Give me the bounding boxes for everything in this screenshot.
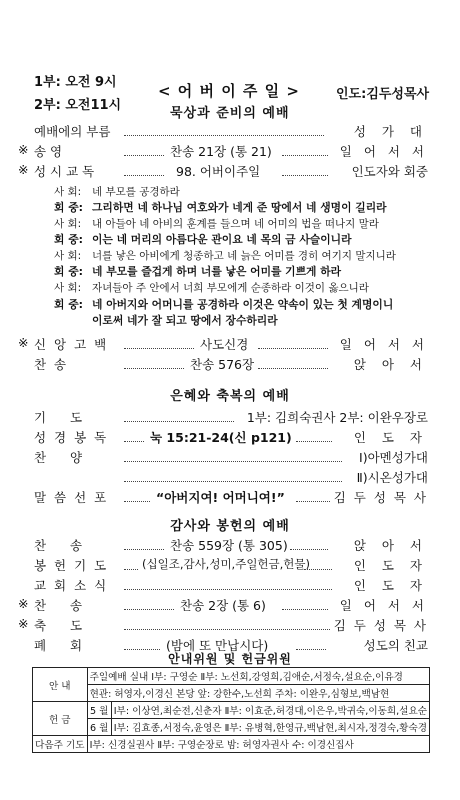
order-performer: 성 가 대 [353, 124, 428, 139]
guide-label: 안 내 [33, 668, 88, 702]
service-time-1: 1부: 오전 9시 [34, 75, 117, 90]
offering-line: Ⅰ부: 김효종,서정숙,윤영은 Ⅱ부: 유병혁,한영규,백남현,최시자,정경숙,황숙경 [111, 719, 429, 736]
order-performer: 일 어 서 서 [339, 598, 428, 613]
table-row [33, 702, 430, 719]
order-label: 예배에의 부름 [34, 124, 111, 139]
order-performer: 앉 아 서 [353, 357, 428, 372]
order-performer: 일 어 서 서 [339, 144, 428, 159]
order-row-offering-prayer [0, 556, 460, 576]
responsive-line: 사 회: 자녀들아 주 안에서 너희 부모에게 순종하라 이것이 옳으니라 [54, 282, 369, 294]
order-label: 찬 송 [34, 538, 93, 553]
order-label: 기 도 [34, 410, 93, 425]
dotted-leader [282, 155, 328, 156]
order-performer: Ⅰ)아멘성가대 [359, 450, 428, 465]
order-row-anthem [0, 448, 460, 468]
order-performer: 성도의 친교 [363, 638, 428, 653]
order-performer: 인 도 자 [353, 578, 428, 593]
dotted-leader [296, 441, 332, 442]
helpers-title: 안내위원 및 헌금위원 [168, 652, 292, 666]
order-label: 성 경 봉 독 [34, 430, 109, 445]
order-row-scripture [0, 428, 460, 448]
order-row-hymn-3 [0, 596, 460, 616]
dotted-leader [124, 609, 174, 610]
dotted-leader [124, 501, 150, 502]
responsive-line: 회 중: 이는 네 머리의 아름다운 관이요 네 목의 금 사슬이니라 [54, 233, 352, 246]
order-label: 송 영 [34, 144, 63, 159]
order-label: 성 시 교 독 [34, 164, 95, 179]
order-detail: 찬송 559장 (통 305) [170, 538, 288, 553]
order-performer: 앉 아 서 [353, 538, 428, 553]
table-row [33, 719, 430, 736]
table-row [33, 736, 430, 753]
service-time-2: 2부: 오전11시 [34, 98, 122, 113]
standing-mark: ※ [18, 616, 29, 631]
dotted-leader [124, 348, 194, 349]
dotted-leader [124, 368, 184, 369]
next-prayer-line: Ⅰ부: 신경실권사 Ⅱ부: 구영순장로 밤: 허영자권사 수: 이경신집사 [87, 736, 429, 753]
order-detail: (밤에 또 만납시다) [166, 638, 269, 653]
dotted-leader [124, 135, 324, 136]
order-row-hymn-2 [0, 536, 460, 556]
guide-line: 현관: 허영자,이경신 본당 앞: 강한수,노선희 주차: 이완우,심형보,백남현 [87, 685, 429, 702]
responsive-line: 회 중: 네 부모를 즐겁게 하며 너를 낳은 어미를 기쁘게 하라 [54, 265, 342, 278]
responsive-line: 사 회: 내 아들아 네 아비의 훈계를 들으며 네 어미의 법을 떠나지 말라 [54, 218, 379, 230]
offering-label: 헌 금 [33, 702, 88, 736]
guide-line: 주일예배 실내 Ⅰ부: 구영순 Ⅱ부: 노선회,강영희,김애순,서정숙,설요순,이유경 [87, 668, 429, 685]
dotted-leader [124, 549, 164, 550]
standing-mark: ※ [18, 142, 29, 157]
responsive-line: 사 회: 네 부모를 공경하라 [54, 186, 180, 198]
order-performer: 인도자와 회중 [351, 164, 428, 179]
month-label: 6 월 [87, 719, 111, 736]
table-row [33, 668, 430, 685]
month-label: 5 월 [87, 702, 111, 719]
sermon-title: “아버지여! 어머니여!” [156, 490, 285, 505]
order-detail: 1부: 김희숙권사 2부: 이완우장로 [246, 410, 428, 425]
order-detail: 98. 어버이주일 [176, 164, 261, 179]
dotted-leader [124, 421, 234, 422]
order-label: 말 씀 선 포 [34, 490, 109, 505]
dotted-leader [124, 629, 330, 630]
order-label: 신 앙 고 백 [34, 337, 109, 352]
order-performer: 일 어 서 서 [339, 337, 428, 352]
responsive-line: 사 회: 너를 낳은 아비에게 청종하고 네 늙은 어미를 경히 여기지 말지니라 [54, 250, 396, 262]
order-label: 찬 양 [34, 450, 93, 465]
dotted-leader [124, 175, 164, 176]
order-performer: 인 도 자 [353, 430, 428, 445]
dotted-leader [124, 569, 138, 570]
standing-mark: ※ [18, 162, 29, 177]
order-label: 찬 송 [34, 357, 69, 372]
order-detail: 눅 15:21-24(신 p121) [150, 430, 292, 445]
dotted-leader [304, 569, 332, 570]
section-title-preparation: 묵상과 준비의 예배 [170, 106, 290, 121]
dotted-leader [124, 441, 144, 442]
dotted-leader [258, 368, 328, 369]
page-title: < 어 버 이 주 일 > [158, 82, 300, 100]
order-label: 찬 송 [34, 598, 93, 613]
order-row-announcements [0, 576, 460, 596]
helpers-table [32, 667, 430, 753]
offering-line: Ⅰ부: 이상연,최순전,신춘자 Ⅱ부: 이효준,허경대,이은우,박귀숙,이동희,설요순 [111, 702, 429, 719]
order-label: 축 도 [34, 618, 93, 633]
order-performer: 김 두 성 목 사 [333, 490, 428, 505]
table-row [33, 685, 430, 702]
dotted-leader [258, 348, 328, 349]
order-row-anthem-2 [0, 468, 460, 488]
responsive-line: 회 중: 그리하면 네 하나님 여호와가 네게 준 땅에서 네 생명이 길리라 [54, 201, 387, 214]
dotted-leader [290, 549, 328, 550]
order-row-doxology [0, 142, 460, 162]
section-title-thanksgiving: 감사와 봉헌의 예배 [170, 519, 290, 534]
order-row-call-to-worship [0, 122, 460, 142]
responsive-line: 이로써 네가 잘 되고 땅에서 장수하리라 [92, 314, 278, 327]
order-row-responsive-reading [0, 162, 460, 182]
section-title-grace: 은혜와 축복의 예배 [170, 389, 290, 404]
next-prayer-label: 다음주 기도 [33, 736, 88, 753]
order-detail: 찬송 21장 (통 21) [170, 144, 272, 159]
dotted-leader [124, 589, 332, 590]
standing-mark: ※ [18, 596, 29, 611]
order-detail: 찬송 576장 [190, 357, 255, 372]
order-row-prayer [0, 408, 460, 428]
order-row-benediction [0, 616, 460, 636]
dotted-leader [296, 501, 330, 502]
order-performer: 인 도 자 [353, 558, 428, 573]
order-row-hymn-1 [0, 355, 460, 375]
order-performer: Ⅱ)시온성가대 [356, 470, 428, 485]
dotted-leader [124, 155, 164, 156]
order-detail: 사도신경 [200, 337, 249, 352]
order-label: 교 회 소 식 [34, 578, 109, 593]
order-row-creed [0, 335, 460, 355]
order-row-sermon [0, 488, 460, 508]
dotted-leader [124, 461, 342, 462]
order-label: 폐 회 [34, 638, 93, 653]
order-label: 봉 헌 기 도 [34, 558, 109, 573]
dotted-leader [282, 175, 328, 176]
order-performer: 김 두 성 목 사 [333, 618, 428, 633]
standing-mark: ※ [18, 335, 29, 350]
dotted-leader [282, 609, 328, 610]
worship-leader: 인도:김두성목사 [336, 87, 430, 102]
order-detail: 찬송 2장 (통 6) [180, 598, 266, 613]
dotted-leader [124, 481, 342, 482]
order-detail: (십일조,감사,성미,주일헌금,헌물) [142, 557, 311, 571]
responsive-line: 회 중: 네 아버지와 어머니를 공경하라 이것은 약속이 있는 첫 계명이니 [54, 298, 394, 311]
